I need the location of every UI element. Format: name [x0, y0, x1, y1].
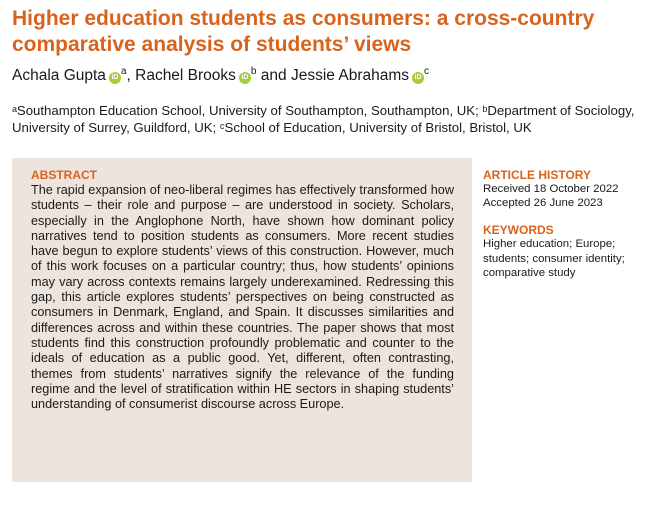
- keywords-text: Higher education; Europe; students; consumer identity; comparative study: [483, 238, 625, 279]
- abstract-box: [12, 158, 472, 482]
- affiliation-marker: c: [424, 66, 429, 77]
- orcid-icon[interactable]: iD: [109, 72, 121, 84]
- affiliations: ᵃSouthampton Education School, University of Southampton, Southampton, UK; ᵇDepartment of Sociology, University of Surrey, Guildford, UK; ᶜSchool of Education, University of Bristol, Bristol, UK: [12, 103, 635, 135]
- abstract-text: The rapid expansion of neo-liberal regimes has effectively transformed how students – their role and purpose – are understood in society. Scholars, especially in the Anglophone North, have shown how dominant policy narratives tend to position students as consumers. More recent studies have begun to explore students’ views of this construction. However, much of this work focuses on a particular country; thus, how students’ opinions may vary across contexts remains largely underexamined. Redressing this gap, this article explores students’ perspectives on being constructed as consumers in Denmark, England, and Spain. It discusses similarities and differences across and within these countries. The paper shows that most students find this construction profoundly problematic and counter to the ideals of education as a public good. Yet, different, often contrasting, themes from students’ narratives signify the relevance of the funding regime and the level of stratification within HE sectors in shaping students’ understanding of consumerist discourse across Europe.: [31, 183, 454, 412]
- author-list: [12, 66, 429, 85]
- article-info-sidebar: [483, 168, 648, 280]
- author-name[interactable]: Rachel Brooks: [135, 67, 236, 85]
- abstract-heading: ABSTRACT: [31, 168, 97, 182]
- orcid-icon[interactable]: iD: [412, 72, 424, 84]
- affiliation-marker: b: [250, 66, 257, 77]
- author-conjunction: and: [256, 67, 291, 85]
- accepted-date: Accepted 26 June 2023: [483, 197, 603, 210]
- orcid-icon[interactable]: iD: [239, 72, 251, 84]
- author-name[interactable]: Achala Gupta: [12, 67, 106, 85]
- article-title: Higher education students as consumers: a cross-country comparative analysis of students’ views: [12, 7, 595, 56]
- keywords-heading: KEYWORDS: [483, 223, 554, 238]
- received-date: Received 18 October 2022: [483, 183, 619, 195]
- author-name[interactable]: Jessie Abrahams: [290, 67, 409, 85]
- affiliation-marker: a: [120, 66, 127, 77]
- article-history-heading: ARTICLE HISTORY: [483, 168, 592, 182]
- author-separator: ,: [126, 67, 136, 85]
